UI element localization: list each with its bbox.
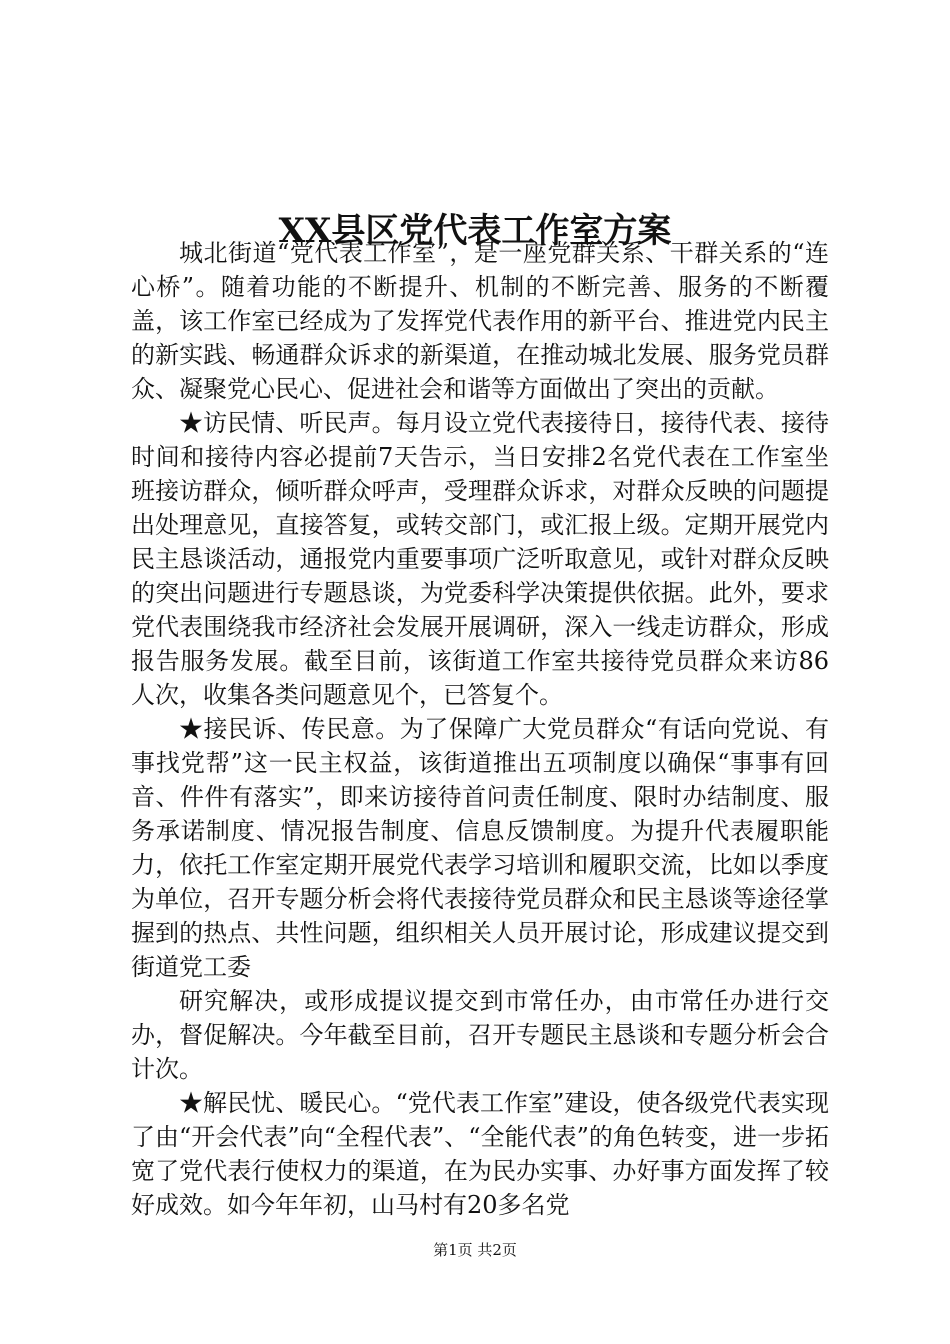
page-footer: 第1页 共2页 (433, 1241, 517, 1259)
paragraph-relieve-worries: ★解民忧、暖民心。“党代表工作室”建设，使各级党代表实现了由“开会代表”向“全程代表”、“全能代表”的角色转变，进一步拓宽了党代表行使权力的渠道，在为民办实事、办好事方面发挥了较好成效。如今年年初，山马村有20多名党 (131, 1089, 829, 1219)
document-body (131, 236, 829, 1222)
document-title: XX县区党代表工作室方案 (278, 210, 672, 251)
paragraph-intro: 城北街道“党代表工作室”，是一座党群关系、干群关系的“连心桥”。随着功能的不断提升、机制的不断完善、服务的不断覆盖，该工作室已经成为了发挥党代表作用的新平台、推进党内民主的新实践、畅通群众诉求的新渠道，在推动城北发展、服务党员群众、凝聚党心民心、促进社会和谐等方面做出了突出的贡献。 (131, 239, 829, 403)
paragraph-visit-public: ★访民情、听民声。每月设立党代表接待日，接待代表、接待时间和接待内容必提前7天告示，当日安排2名党代表在工作室坐班接访群众，倾听群众呼声，受理群众诉求，对群众反映的问题提出处理意见，直接答复，或转交部门，或汇报上级。定期开展党内民主恳谈活动，通报党内重要事项广泛听取意见，或针对群众反映的突出问题进行专题恳谈，为党委科学决策提供依据。此外，要求党代表围绕我市经济社会发展开展调研，深入一线走访群众，形成报告服务发展。截至目前，该街道工作室共接待党员群众来访86人次，收集各类问题意见个，已答复个。 (131, 409, 829, 709)
paragraph-research-resolve: 研究解决，或形成提议提交到市常任办，由市常任办进行交办，督促解决。今年截至目前，召开专题民主恳谈和专题分析会合计次。 (131, 987, 829, 1083)
paragraph-receive-appeals: ★接民诉、传民意。为了保障广大党员群众“有话向党说、有事找党帮”这一民主权益，该街道推出五项制度以确保“事事有回音、件件有落实”，即来访接待首问责任制度、限时办结制度、服务承诺制度、情况报告制度、信息反馈制度。为提升代表履职能力，依托工作室定期开展党代表学习培训和履职交流，比如以季度为单位，召开专题分析会将代表接待党员群众和民主恳谈等途径掌握到的热点、共性问题，组织相关人员开展讨论，形成建议提交到街道党工委 (131, 715, 829, 981)
